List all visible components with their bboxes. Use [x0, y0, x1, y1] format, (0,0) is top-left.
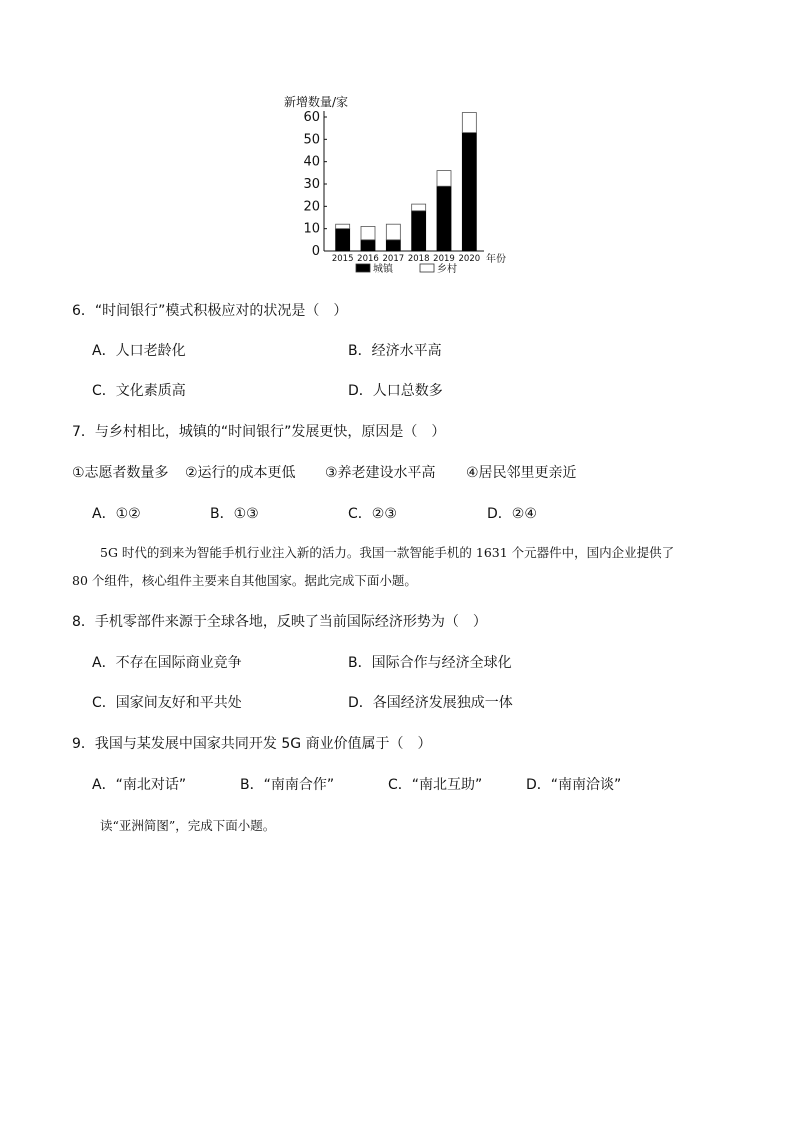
q9-option-a[interactable]: A．“南北对话”	[92, 777, 187, 793]
x-tick-label: 2019	[433, 254, 455, 264]
q7-option-d[interactable]: D．②④	[487, 506, 537, 522]
q6-option-a[interactable]: A．人口老龄化	[92, 343, 186, 359]
x-tick-label: 2020	[458, 254, 481, 264]
bar-rural-2019	[437, 171, 451, 187]
question-9-stem: 9．我国与某发展中国家共同开发 5G 商业价值属于（ ）	[72, 736, 432, 752]
question-6-stem: 6．“时间银行”模式积极应对的状况是（ ）	[72, 303, 348, 319]
q8-option-d[interactable]: D．各国经济发展独成一体	[348, 695, 513, 711]
y-tick-label: 10	[303, 221, 320, 237]
y-axis-label: 新增数量/家	[284, 95, 349, 109]
q6-option-b[interactable]: B．经济水平高	[348, 343, 442, 359]
y-tick-label: 0	[311, 244, 320, 259]
x-axis-label: 年份	[486, 254, 506, 265]
q7-item-4: ④居民邻里更亲近	[466, 465, 577, 481]
y-tick-label: 20	[303, 199, 320, 215]
y-tick-label: 60	[303, 110, 320, 125]
x-tick-label: 2015	[331, 254, 354, 264]
bar-urban-2016	[361, 240, 375, 251]
q9-option-c[interactable]: C．“南北互助”	[388, 777, 483, 793]
passage-5g-line-1: 5G 时代的到来为智能手机行业注入新的活力。我国一款智能手机的 1631 个元器件中，国内企业提供了	[100, 545, 675, 560]
x-tick-label: 2017	[382, 254, 405, 264]
q7-item-3: ③养老建设水平高	[325, 465, 436, 481]
bar-urban-2019	[437, 186, 451, 251]
x-tick-label: 2018	[407, 254, 430, 264]
bar-rural-2020	[462, 113, 476, 133]
q9-option-d[interactable]: D．“南南洽谈”	[526, 777, 622, 793]
bar-urban-2018	[412, 211, 426, 251]
q8-option-a[interactable]: A．不存在国际商业竞争	[92, 655, 242, 671]
q7-item-1: ①志愿者数量多	[72, 465, 169, 481]
bar-chart	[278, 90, 518, 280]
bar-rural-2015	[336, 224, 350, 228]
bar-urban-2017	[386, 240, 400, 251]
y-tick-label: 40	[303, 154, 320, 170]
legend-swatch-urban	[356, 264, 370, 272]
passage-asia-map: 读“亚洲简图”，完成下面小题。	[100, 818, 276, 833]
q6-option-d[interactable]: D．人口总数多	[348, 383, 443, 399]
legend-label-rural: 乡村	[437, 264, 457, 275]
question-8-stem: 8．手机零部件来源于全球各地，反映了当前国际经济形势为（ ）	[72, 614, 487, 630]
q9-option-b[interactable]: B．“南南合作”	[240, 777, 335, 793]
q7-option-c[interactable]: C．②③	[348, 506, 397, 522]
q6-option-c[interactable]: C．文化素质高	[92, 383, 186, 399]
bar-rural-2016	[361, 226, 375, 239]
q8-option-c[interactable]: C．国家间友好和平共处	[92, 695, 242, 711]
q8-option-b[interactable]: B．国际合作与经济全球化	[348, 655, 512, 671]
passage-5g-line-2: 80 个组件，核心组件主要来自其他国家。据此完成下面小题。	[72, 573, 417, 588]
bar-urban-2020	[462, 133, 476, 251]
question-7-stem: 7．与乡村相比，城镇的“时间银行”发展更快，原因是（ ）	[72, 424, 446, 440]
q7-option-b[interactable]: B．①③	[210, 506, 259, 522]
legend-label-urban: 城镇	[373, 264, 393, 275]
bar-rural-2018	[412, 204, 426, 211]
y-tick-label: 30	[303, 177, 320, 192]
y-tick-label: 50	[303, 132, 320, 148]
chart-canvas	[278, 90, 518, 280]
x-tick-label: 2016	[357, 254, 379, 264]
bar-rural-2017	[386, 224, 400, 240]
bar-urban-2015	[336, 229, 350, 251]
q7-item-2: ②运行的成本更低	[185, 465, 296, 481]
legend-swatch-rural	[420, 264, 434, 272]
q7-option-a[interactable]: A．①②	[92, 506, 141, 522]
